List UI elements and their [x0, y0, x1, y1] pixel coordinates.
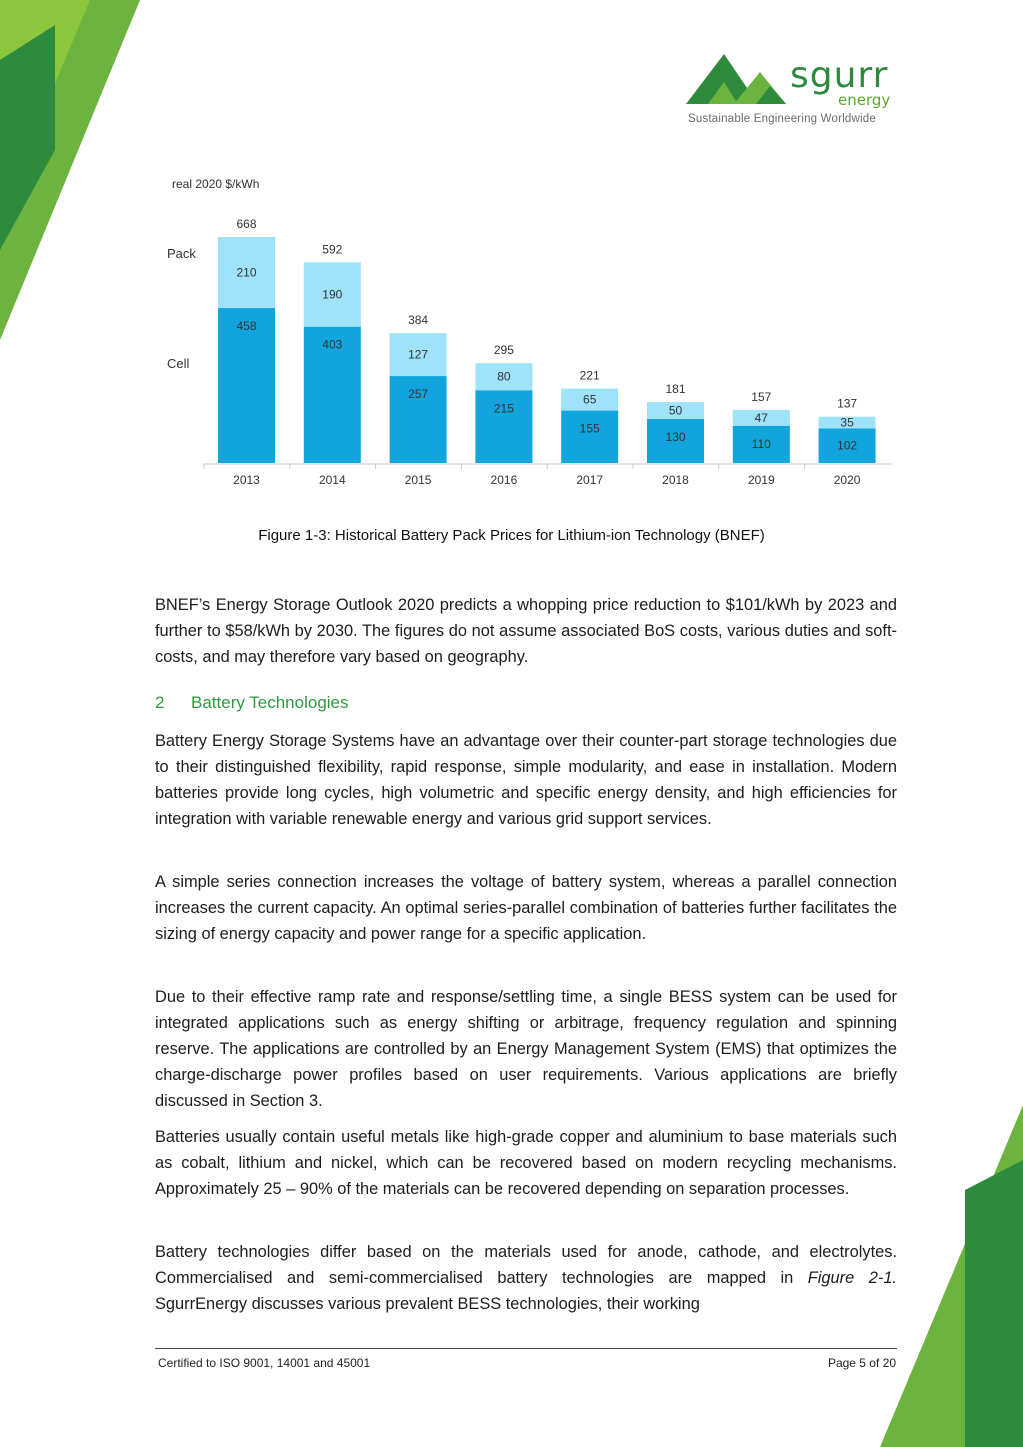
logo-subword: energy — [838, 91, 891, 109]
footer-page-number: Page 5 of 20 — [827, 1356, 896, 1370]
legend-pack: Pack — [167, 246, 196, 261]
logo-tagline: Sustainable Engineering Worldwide — [688, 113, 876, 125]
paragraph-text: Batteries usually contain useful metals like high-grade copper and aluminium to base materials such as cobalt, lithium and nickel, which can be recovered based on modern recycling mechanisms. Approximately 25 – 90% of the materials can be recovered depending on separation processes. — [155, 1128, 897, 1198]
section-number: 2 — [155, 693, 165, 712]
paragraph-text: Battery Energy Storage Systems have an advantage over their counter-part storage technologies due to their distinguished flexibility, rapid response, simple modularity, and ease in installation. Modern batteries provide long cycles, high volumetric and specific energy density, and high efficiencies for integration with variable renewable energy and various grid support services. — [155, 732, 897, 828]
label-cell-2014: 403 — [322, 337, 343, 352]
tick-label-2015: 2015 — [404, 473, 432, 487]
paragraph-technologies — [155, 1239, 897, 1317]
label-cell-2016: 215 — [493, 401, 514, 416]
tick-label-2020: 2020 — [833, 473, 861, 487]
footer-divider — [155, 1348, 897, 1349]
paragraph-outlook — [155, 592, 897, 670]
section-title: Battery Technologies — [191, 693, 349, 712]
label-pack-2015: 127 — [408, 347, 429, 362]
label-total-2015: 384 — [408, 313, 429, 328]
label-total-2013: 668 — [236, 217, 257, 231]
paragraph-recycling — [155, 1124, 897, 1202]
figure-caption: Figure 1-3: Historical Battery Pack Prices for Lithium-ion Technology (BNEF) — [258, 527, 765, 544]
paragraph-text — [155, 1239, 897, 1317]
label-pack-2014: 190 — [322, 287, 343, 302]
label-cell-2017: 155 — [579, 421, 600, 436]
paragraph-series-parallel — [155, 869, 897, 947]
tick-label-2017: 2017 — [576, 473, 604, 487]
paragraph-applications — [155, 984, 897, 1114]
label-total-2016: 295 — [493, 343, 514, 358]
figure-reference-link: Figure 2-1. — [807, 1269, 897, 1287]
section-heading — [155, 693, 349, 713]
label-pack-2018: 50 — [668, 403, 683, 418]
bar-cell-2017 — [561, 411, 618, 463]
paragraph-text: A simple series connection increases the voltage of battery system, whereas a parallel connection increases the current capacity. An optimal series-parallel combination of batteries further facilitates the sizing of energy capacity and power range for a specific application. — [155, 873, 897, 943]
label-pack-2016: 80 — [497, 369, 511, 384]
label-pack-2013: 210 — [236, 265, 257, 280]
legend-cell: Cell — [167, 356, 190, 371]
tick-label-2018: 2018 — [662, 473, 689, 487]
tick-label-2013: 2013 — [233, 473, 260, 487]
battery-price-chart — [155, 170, 900, 500]
label-pack-2020: 35 — [840, 415, 854, 430]
paragraph-advantages — [155, 728, 897, 832]
tick-label-2019: 2019 — [747, 473, 775, 487]
label-cell-2015: 257 — [408, 387, 429, 402]
label-cell-2019: 110 — [751, 436, 771, 451]
label-total-2020: 137 — [837, 396, 858, 411]
label-pack-2019: 47 — [754, 410, 768, 425]
label-cell-2018: 130 — [665, 430, 686, 445]
paragraph-text-end: SgurrEnergy discusses various prevalent BESS technologies, their working — [155, 1295, 700, 1313]
paragraph-text: Due to their effective ramp rate and response/settling time, a single BESS system can be used for integrated applications such as energy shifting or arbitrage, frequency regulation and spinning reserve. The applications are controlled by an Energy Management System (EMS) that optimizes the charge-discharge power profiles based on user requirements. Various applications are briefly discussed in Section 3. — [155, 988, 897, 1110]
logo-wordmark: sgurr — [790, 55, 889, 96]
tick-label-2014: 2014 — [318, 473, 346, 487]
tick-label-2016: 2016 — [490, 473, 518, 487]
label-total-2019: 157 — [751, 389, 772, 404]
label-cell-2013: 458 — [236, 319, 257, 334]
label-total-2018: 181 — [665, 382, 686, 397]
label-cell-2020: 102 — [837, 438, 858, 453]
chart-ylabel: real 2020 $/kWh — [172, 177, 260, 191]
footer-certification: Certified to ISO 9001, 14001 and 45001 — [158, 1356, 371, 1370]
paragraph-text-start: Battery technologies differ based on the materials used for anode, cathode, and electrolytes. Commercialised and semi-commercialised battery technologies are mapped in — [155, 1243, 897, 1287]
label-pack-2017: 65 — [583, 392, 597, 407]
label-total-2017: 221 — [579, 368, 600, 383]
label-total-2014: 592 — [322, 242, 343, 257]
paragraph-text: BNEF’s Energy Storage Outlook 2020 predicts a whopping price reduction to $101/kWh by 2023 and further to $58/kWh by 2030. The figures do not assume associated BoS costs, various duties and soft-costs, and may therefore vary based on geography. — [155, 596, 897, 666]
